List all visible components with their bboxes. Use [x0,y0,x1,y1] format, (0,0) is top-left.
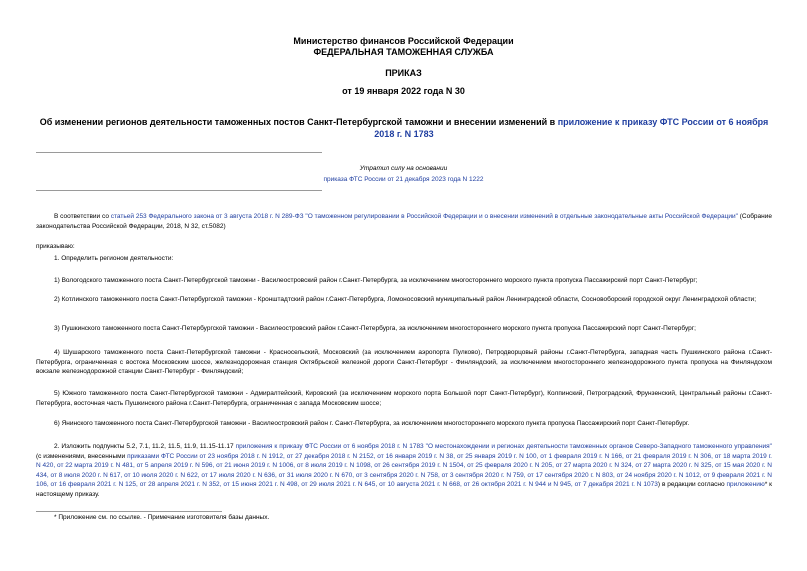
appendix-link[interactable]: приложения к приказу ФТС России от 6 ноября 2018 г. N 1783 "О местонахождении и регионах деятельности таможенных органов Северо-Западного таможенного управления" [235,443,772,450]
footnote-divider [36,511,222,512]
item-2-text-2: (с изменениями, внесенными [36,452,128,460]
title-text: Об изменении регионов деятельности таможенных постов Санкт-Петербургской таможни и внесении изменений в [39,117,558,127]
item-1: 1. Определить регионом деятельности: [54,255,174,262]
subitem-4: 4) Шушарского таможенного поста Санкт-Петербургской таможни - Красносельский, Московский (за исключением аэропорта Пулково), Петродворцовый районы г.Санкт-Петербурга, западная часть Пушкинского района г.Санкт-Петербурга, ограниченная с востока Московским шоссе, железнодорожная станция Октябрьской железной дороги Санкт-Петербург - Финляндский, за исключением многостороннего железнодорожного пункта пропуска на Финляндском вокзале железнодорожной станции Санкт-Петербург - Финляндский; [36,349,772,375]
document-title [36,116,772,140]
item-2-text-4: * к настоящему приказу. [36,481,772,498]
subitem-5: 5) Южного таможенного поста Санкт-Петербургской таможни - Адмиралтейский, Кировский (за исключением морского порта Большой порт Санкт-Петербург), Колпинский, Петроградский, Фрунзенский, Центральный районы г.Санкт-Петербурга, восточная часть Пушкинского района г.Санкт-Петербурга, ограниченная с запада Московским шоссе; [36,390,772,407]
subitem-2: 2) Котлинского таможенного поста Санкт-Петербургской таможни - Кронштадтский район г.Санкт-Петербурга, Ломоносовский муниципальный район Ленинградской области, Сосновоборский городской округ Ленинградской области; [54,296,756,303]
item-2-text-3: ) в редакции согласно [657,481,727,488]
preamble-text: В соответствии со [54,213,111,220]
service-name: ФЕДЕРАЛЬНАЯ ТАМОЖЕННАЯ СЛУЖБА [313,47,494,57]
subitem-6: 6) Янинского таможенного поста Санкт-Петербургской таможни - Василеостровский район г. Санкт-Петербурга, за исключением многостороннего морского пункта пропуска Пассажирский порт Санкт-Петербург. [54,420,690,427]
divider-bottom [36,190,322,191]
item-2 [36,442,772,499]
footnote: * Приложение см. по ссылке. - Примечание изготовителя базы данных. [54,514,270,521]
preamble-paragraph [36,212,772,231]
divider-top [36,152,322,153]
title-link[interactable]: приложение к приказу ФТС России от 6 ноября 2018 г. N 1783 [374,117,769,139]
preamble-tail: (Собрание законодательства Российской Федерации, 2018, N 32, ст.5082) [36,213,772,230]
document-date-number: от 19 января 2022 года N 30 [342,86,465,96]
lost-force-link[interactable]: приказа ФТС России от 21 декабря 2023 года N 1222 [323,176,484,183]
ministry-name: Министерство финансов Российской Федерации [293,36,514,46]
order-word: приказываю: [36,243,75,250]
lost-force-link-line [0,176,807,183]
law-link[interactable]: статьей 253 Федерального закона от 3 августа 2018 г. N 289-ФЗ "О таможенном регулировании в Российской Федерации и о внесении изменений в отдельные законодательные акты Российской Федерации" [110,213,738,220]
document-type: ПРИКАЗ [385,68,422,78]
subitem-1: 1) Вологодского таможенного поста Санкт-Петербургской таможни - Василеостровский район г.Санкт-Петербурга, за исключением многостороннего морского пункта пропуска Пассажирский порт Санкт-Петербург; [54,277,698,284]
annex-link[interactable]: приложению [726,481,765,488]
lost-force-note: Утратил силу на основании [359,165,448,172]
subitem-3: 3) Пушкинского таможенного поста Санкт-Петербургской таможни - Василеостровский район г.Санкт-Петербурга, за исключением многостороннего морского пункта пропуска Пассажирский порт Санкт-Петербург; [54,325,696,332]
amending-orders-link[interactable]: приказами ФТС России от 23 ноября 2018 г. N 1912, от 27 декабря 2018 г. N 2152, от 16 января 2019 г. N 38, от 25 января 2019 г. N 100, от 1 февраля 2019 г. N 166, от 21 февраля 2019 г. N 306, от 18 марта 2019 г. N 420, от 22 марта 2019 г. N 481, от 5 апреля 2019 г. N 596, от 21 июня 2019 г. N 1006, от 8 июля 2019 г. N 1098, от 26 сентября 2019 г. N 1504, от 25 февраля 2020 г. N 205, от 27 марта 2020 г. N 324, от 27 марта 2020 г. N 325, от 15 мая 2020 г. N 434, от 8 июля 2020 г. N 617, от 10 июля 2020 г. N 622, от 17 июля 2020 г. N 636, от 31 июля 2020 г. N 670, от 3 сентября 2020 г. N 758, от 3 сентября 2020 г. N 759, от 17 сентября 2020 г. N 803, от 24 ноября 2020 г. N 1012, от 9 февраля 2021 г. N 106, от 16 февраля 2021 г. N 125, от 28 апреля 2021 г. N 352, от 15 июня 2021 г. N 498, от 29 июля 2021 г. N 645, от 10 августа 2021 г. N 668, от 26 октября 2021 г. N 944 и N 945, от 7 декабря 2021 г. N 1073 [36,452,772,488]
item-2-text: 2. Изложить подпункты 5.2, 7.1, 11.2, 11.5, 11.9, 11.15-11.17 [54,443,236,450]
